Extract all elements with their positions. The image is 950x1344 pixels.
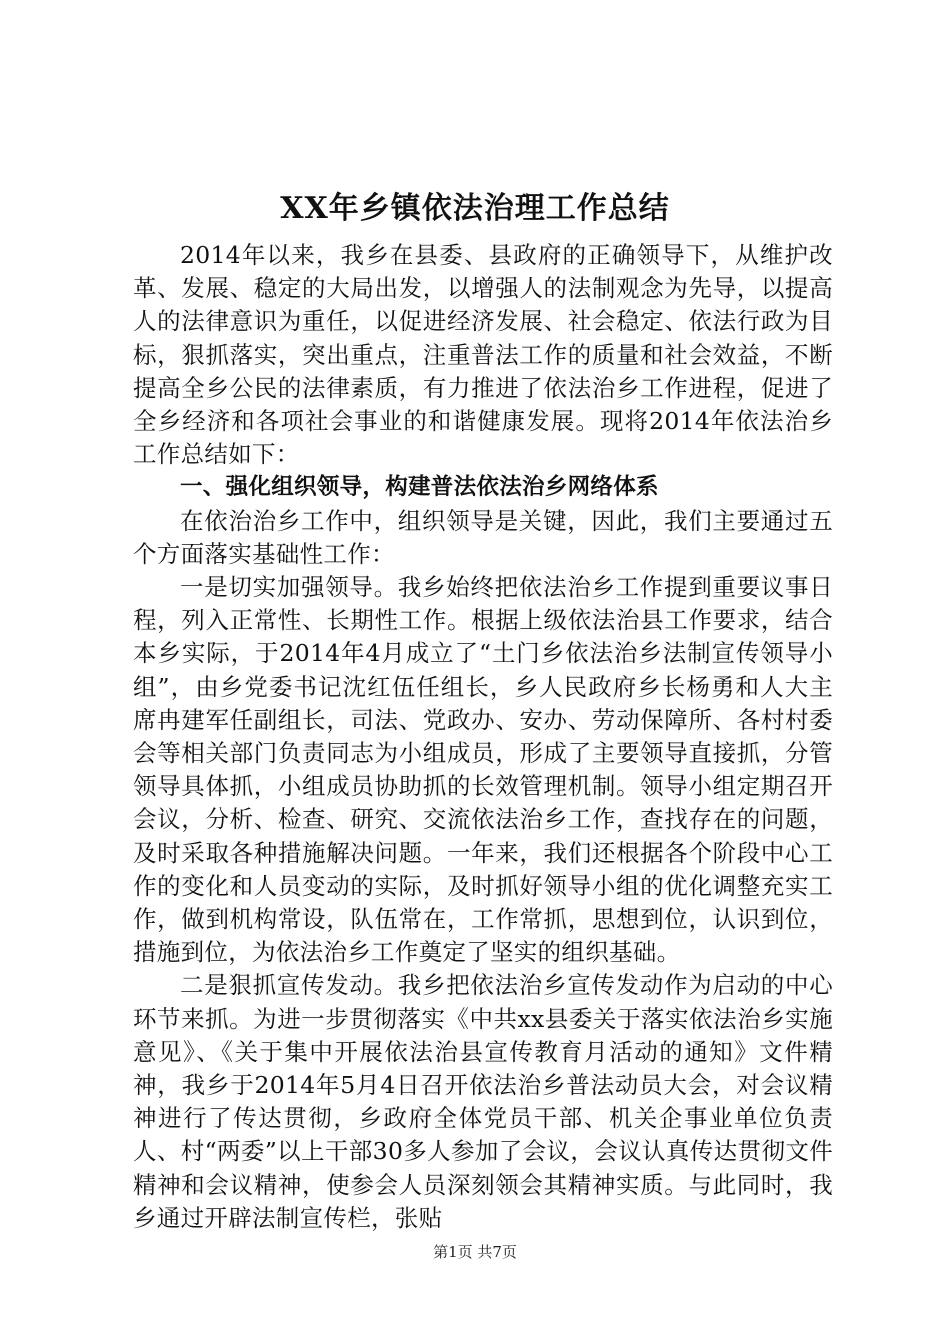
intro-paragraph: 2014年以来，我乡在县委、县政府的正确领导下，从维护改革、发展、稳定的大局出发，以增强人的法制观念为先导，以提高人的法律意识为重任，以促进经济发展、社会稳定、依法行政为目标，狠抓落实，突出重点，注重普法工作的质量和社会效益，不断提高全乡公民的法律素质，有力推进了依法治乡工作进程，促进了全乡经济和各项社会事业的和谐健康发展。现将2014年依法治乡工作总结如下： [133, 241, 833, 469]
body-paragraph: 二是狠抓宣传发动。我乡把依法治乡宣传发动作为启动的中心环节来抓。为进一步贯彻落实《中共xx县委关于落实依法治乡实施意见》、《关于集中开展依法治县宣传教育月活动的通知》文件精神，我乡于2014年5月4日召开依法治乡普法动员大会，对会议精神进行了传达贯彻，乡政府全体党员干部、机关企事业单位负责人、村“两委”以上干部30多人参加了会议，会议认真传达贯彻文件精神和会议精神，使参会人员深刻领会其精神实质。与此同时，我乡通过开辟法制宣传栏，张贴 [133, 971, 833, 1232]
body-paragraph: 在依治治乡工作中，组织领导是关键，因此，我们主要通过五个方面落实基础性工作： [133, 506, 833, 568]
body-paragraph: 一是切实加强领导。我乡始终把依法治乡工作提到重要议事日程，列入正常性、长期性工作。根据上级依法治县工作要求，结合本乡实际，于2014年4月成立了“土门乡依法治乡法制宣传领导小组”，由乡党委书记沈红伍任组长，乡人民政府乡长杨勇和人大主席冉建军任副组长，司法、党政办、安办、劳动保障所、各村村委会等相关部门负责同志为小组成员，形成了主要领导直接抓，分管领导具体抓，小组成员协助抓的长效管理机制。领导小组定期召开会议，分析、检查、研究、交流依法治乡工作，查找存在的问题，及时采取各种措施解决问题。一年来，我们还根据各个阶段中心工作的变化和人员变动的实际，及时抓好领导小组的优化调整充实工作，做到机构常设，队伍常在，工作常抓，思想到位，认识到位，措施到位，为依法治乡工作奠定了坚实的组织基础。 [133, 573, 833, 967]
section-heading-1: 一、强化组织领导，构建普法依法治乡网络体系 [180, 474, 659, 501]
document-body [133, 239, 833, 1235]
page-number-footer: 第1页 共7页 [433, 1243, 517, 1261]
document-title: XX年乡镇依法治理工作总结 [280, 191, 670, 226]
